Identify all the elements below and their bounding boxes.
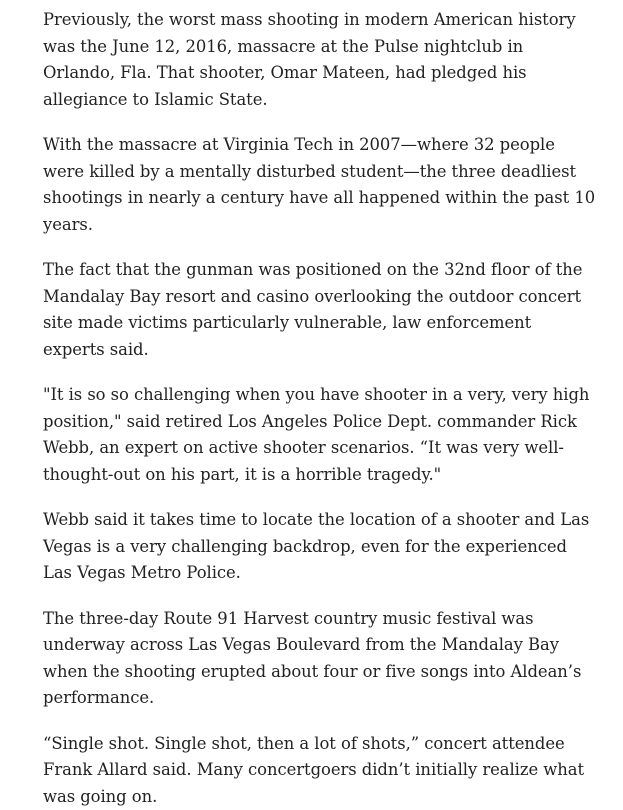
article-paragraph: Webb said it takes time to locate the location of a shooter and Las Vegas is a very challenging backdrop, even for the experienced Las Vegas Metro Police.: [43, 507, 597, 587]
article-paragraph: “Single shot. Single shot, then a lot of shots,” concert attendee Frank Allard said. Many concertgoers didn’t initially realize what was going on.: [43, 731, 597, 810]
article-paragraph: The fact that the gunman was positioned on the 32nd floor of the Mandalay Bay resort and casino overlooking the outdoor concert site made victims particularly vulnerable, law enforcement experts said.: [43, 257, 597, 363]
article-paragraph: Previously, the worst mass shooting in modern American history was the June 12, 2016, massacre at the Pulse nightclub in Orlando, Fla. That shooter, Omar Mateen, had pledged his allegiance to Islamic State.: [43, 7, 597, 113]
article-paragraph: With the massacre at Virginia Tech in 2007—where 32 people were killed by a mentally disturbed student—the three deadliest shootings in nearly a century have all happened within the past 10 years.: [43, 132, 597, 238]
article-paragraph: "It is so so challenging when you have shooter in a very, very high position," said retired Los Angeles Police Dept. commander Rick Webb, an expert on active shooter scenarios. “It was very well-thought-out on his part, it is a horrible tragedy.": [43, 382, 597, 488]
article-paragraph: The three-day Route 91 Harvest country music festival was underway across Las Vegas Boulevard from the Mandalay Bay when the shooting erupted about four or five songs into Aldean’s performance.: [43, 606, 597, 712]
